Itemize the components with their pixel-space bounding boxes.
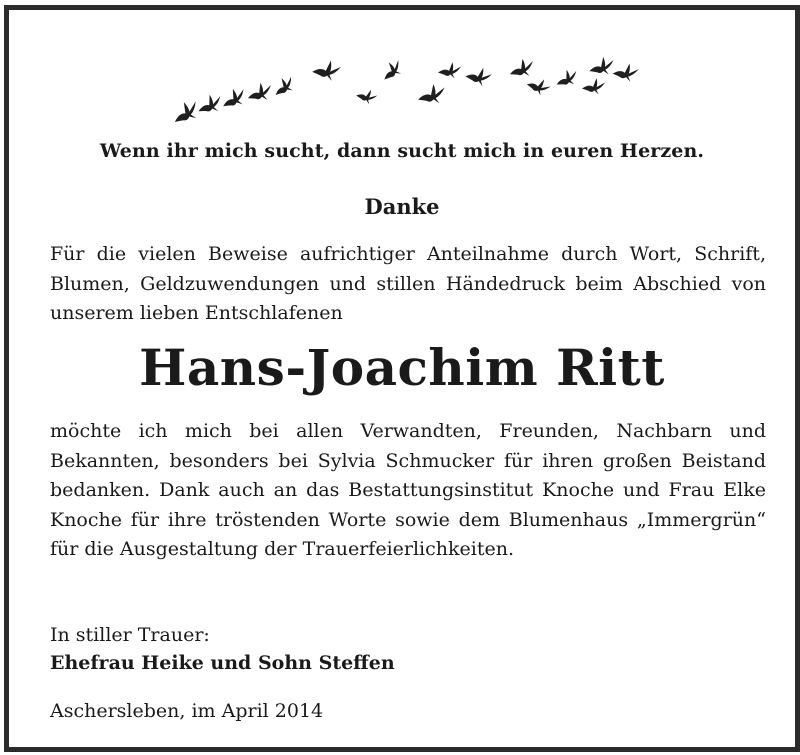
bird-icon [612,61,640,83]
flying-birds-illustration [164,48,654,130]
bird-icon [169,97,202,127]
bird-icon [588,56,614,76]
signatories: Ehefrau Heike und Sohn Steffen [50,652,395,674]
place-date: Aschersleben, im April 2014 [50,700,324,722]
bird-icon [195,92,224,116]
bird-icon [582,77,606,95]
bird-icon [525,74,552,98]
bird-icon [311,58,342,82]
bird-icon [508,57,536,79]
deceased-name: Hans-Joachim Ritt [139,338,665,397]
birds-svg [164,48,654,130]
bird-icon [270,74,298,99]
bird-icon [417,83,446,105]
bird-icon [554,67,580,88]
intro-paragraph: Für die vielen Beweise aufrichtiger Anteilnahme durch Wort, Schrift, Blumen, Geldzuwendungen und stillen Händedruck beim Abschied von unserem lieben Entschlafenen [50,243,766,324]
main-paragraph: möchte ich mich bei allen Verwandten, Freunden, Nachbarn und Bekannten, besonders bei Sylvia Schmucker für ihren großen Beistand bedanken. Dank auch an das Bestattungsinstitut Knoche und Frau Elke Knoche für ihre tröstenden Worte sowie dem Blumenhaus „Immergrün“ für die Ausgestaltung der Trauerfeierlichkeiten. [50,420,766,560]
motto: Wenn ihr mich sucht, dann sucht mich in euren Herzen. [99,140,705,162]
bird-icon [246,81,274,103]
bird-icon [378,57,406,83]
thanks-heading: Danke [364,194,440,219]
bird-icon [219,85,249,110]
obituary-notice [4,5,800,752]
bird-icon [464,64,493,88]
bird-icon [355,86,379,106]
mourning-label: In stiller Trauer: [50,624,210,646]
bird-icon [438,61,462,79]
